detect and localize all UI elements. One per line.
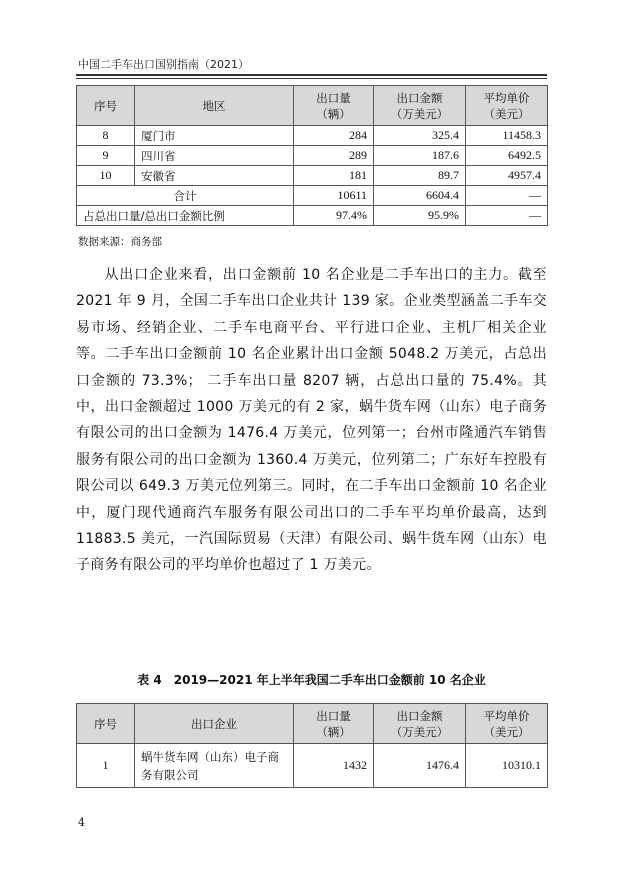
cell-amount: 187.6 [374,146,466,166]
col-header-qty: 出口量 （辆） [294,704,374,744]
cell-price: 10310.1 [466,744,548,788]
col-header-price: 平均单价 （美元） [466,704,548,744]
header-rule-thin [76,78,547,79]
cell-no: 8 [77,126,135,146]
running-header: 中国二手车出口国别指南（2021） [78,58,249,71]
table-header-row [77,86,548,126]
ratio-qty: 97.4% [294,206,374,226]
ratio-amount: 95.9% [374,206,466,226]
cell-region: 安徽省 [135,166,294,186]
col-header-qty: 出口量 （辆） [294,86,374,126]
cell-company: 蜗牛货车网（山东）电子商务有限公司 [135,744,294,788]
total-price: — [466,186,548,206]
paragraph-text: 从出口企业来看，出口金额前 10 名企业是二手车出口的主力。截至 2021 年 9 月，全国二手车出口企业共计 139 家。企业类型涵盖二手车交易市场、经销企业、二手车电商平台、平行进口企业、主机厂相关企业等。二手车出口金额前 10 名企业累计出口金额 5048.2 万美元，占总出口金额的 73.3%； 二手车出口量 8207 辆，占总出口量的 75.4%。其中，出口金额超过 1000 万美元的有 2 家，蜗牛货车网（山东）电子商务有限公司的出口金额为 1476.4 万美元，位列第一；台州市隆通汽车销售服务有限公司的出口金额为 1360.4 万美元，位列第二；广东好车控股有限公司以 649.3 万美元位列第三。同时，在二手车出口金额前 10 名企业中，厦门现代通商汽车服务有限公司出口的二手车平均单价最高，达到 11883.5 美元，一汽国际贸易（天津）有限公司、蜗牛货车网（山东）电子商务有限公司的平均单价也超过了 1 万美元。 [76,267,547,574]
cell-price: 11458.3 [466,126,548,146]
col-header-amount: 出口金额 （万美元） [374,704,466,744]
cell-qty: 284 [294,126,374,146]
table-row [77,744,548,788]
ratio-price: — [466,206,548,226]
total-row [77,186,548,206]
header-rule-thick [76,74,547,76]
data-source-note: 数据来源：商务部 [78,236,162,248]
region-export-table [76,85,548,226]
cell-qty: 289 [294,146,374,166]
col-header-amount: 出口金额 （万美元） [374,86,466,126]
ratio-row [77,206,548,226]
table-header-row [77,704,548,744]
cell-region: 四川省 [135,146,294,166]
total-amount: 6604.4 [374,186,466,206]
cell-no: 9 [77,146,135,166]
cell-amount: 89.7 [374,166,466,186]
cell-no: 1 [77,744,135,788]
cell-amount: 325.4 [374,126,466,146]
cell-qty: 1432 [294,744,374,788]
ratio-label: 占总出口量/总出口金额比例 [77,206,294,226]
cell-qty: 181 [294,166,374,186]
table-caption: 表 4 2019—2021 年上半年我国二手车出口金额前 10 名企业 [137,673,486,687]
cell-price: 4957.4 [466,166,548,186]
col-header-price: 平均单价 （美元） [466,86,548,126]
total-qty: 10611 [294,186,374,206]
table-row [77,146,548,166]
col-header-no: 序号 [77,704,135,744]
cell-region: 厦门市 [135,126,294,146]
col-header-company: 出口企业 [135,704,294,744]
cell-price: 6492.5 [466,146,548,166]
table-row [77,126,548,146]
table-row [77,166,548,186]
top-exporters-table [76,703,548,788]
col-header-no: 序号 [77,86,135,126]
col-header-region: 地区 [135,86,294,126]
total-label: 合计 [77,186,294,206]
body-paragraph [76,262,547,579]
page-number: 4 [78,816,85,829]
cell-amount: 1476.4 [374,744,466,788]
cell-no: 10 [77,166,135,186]
